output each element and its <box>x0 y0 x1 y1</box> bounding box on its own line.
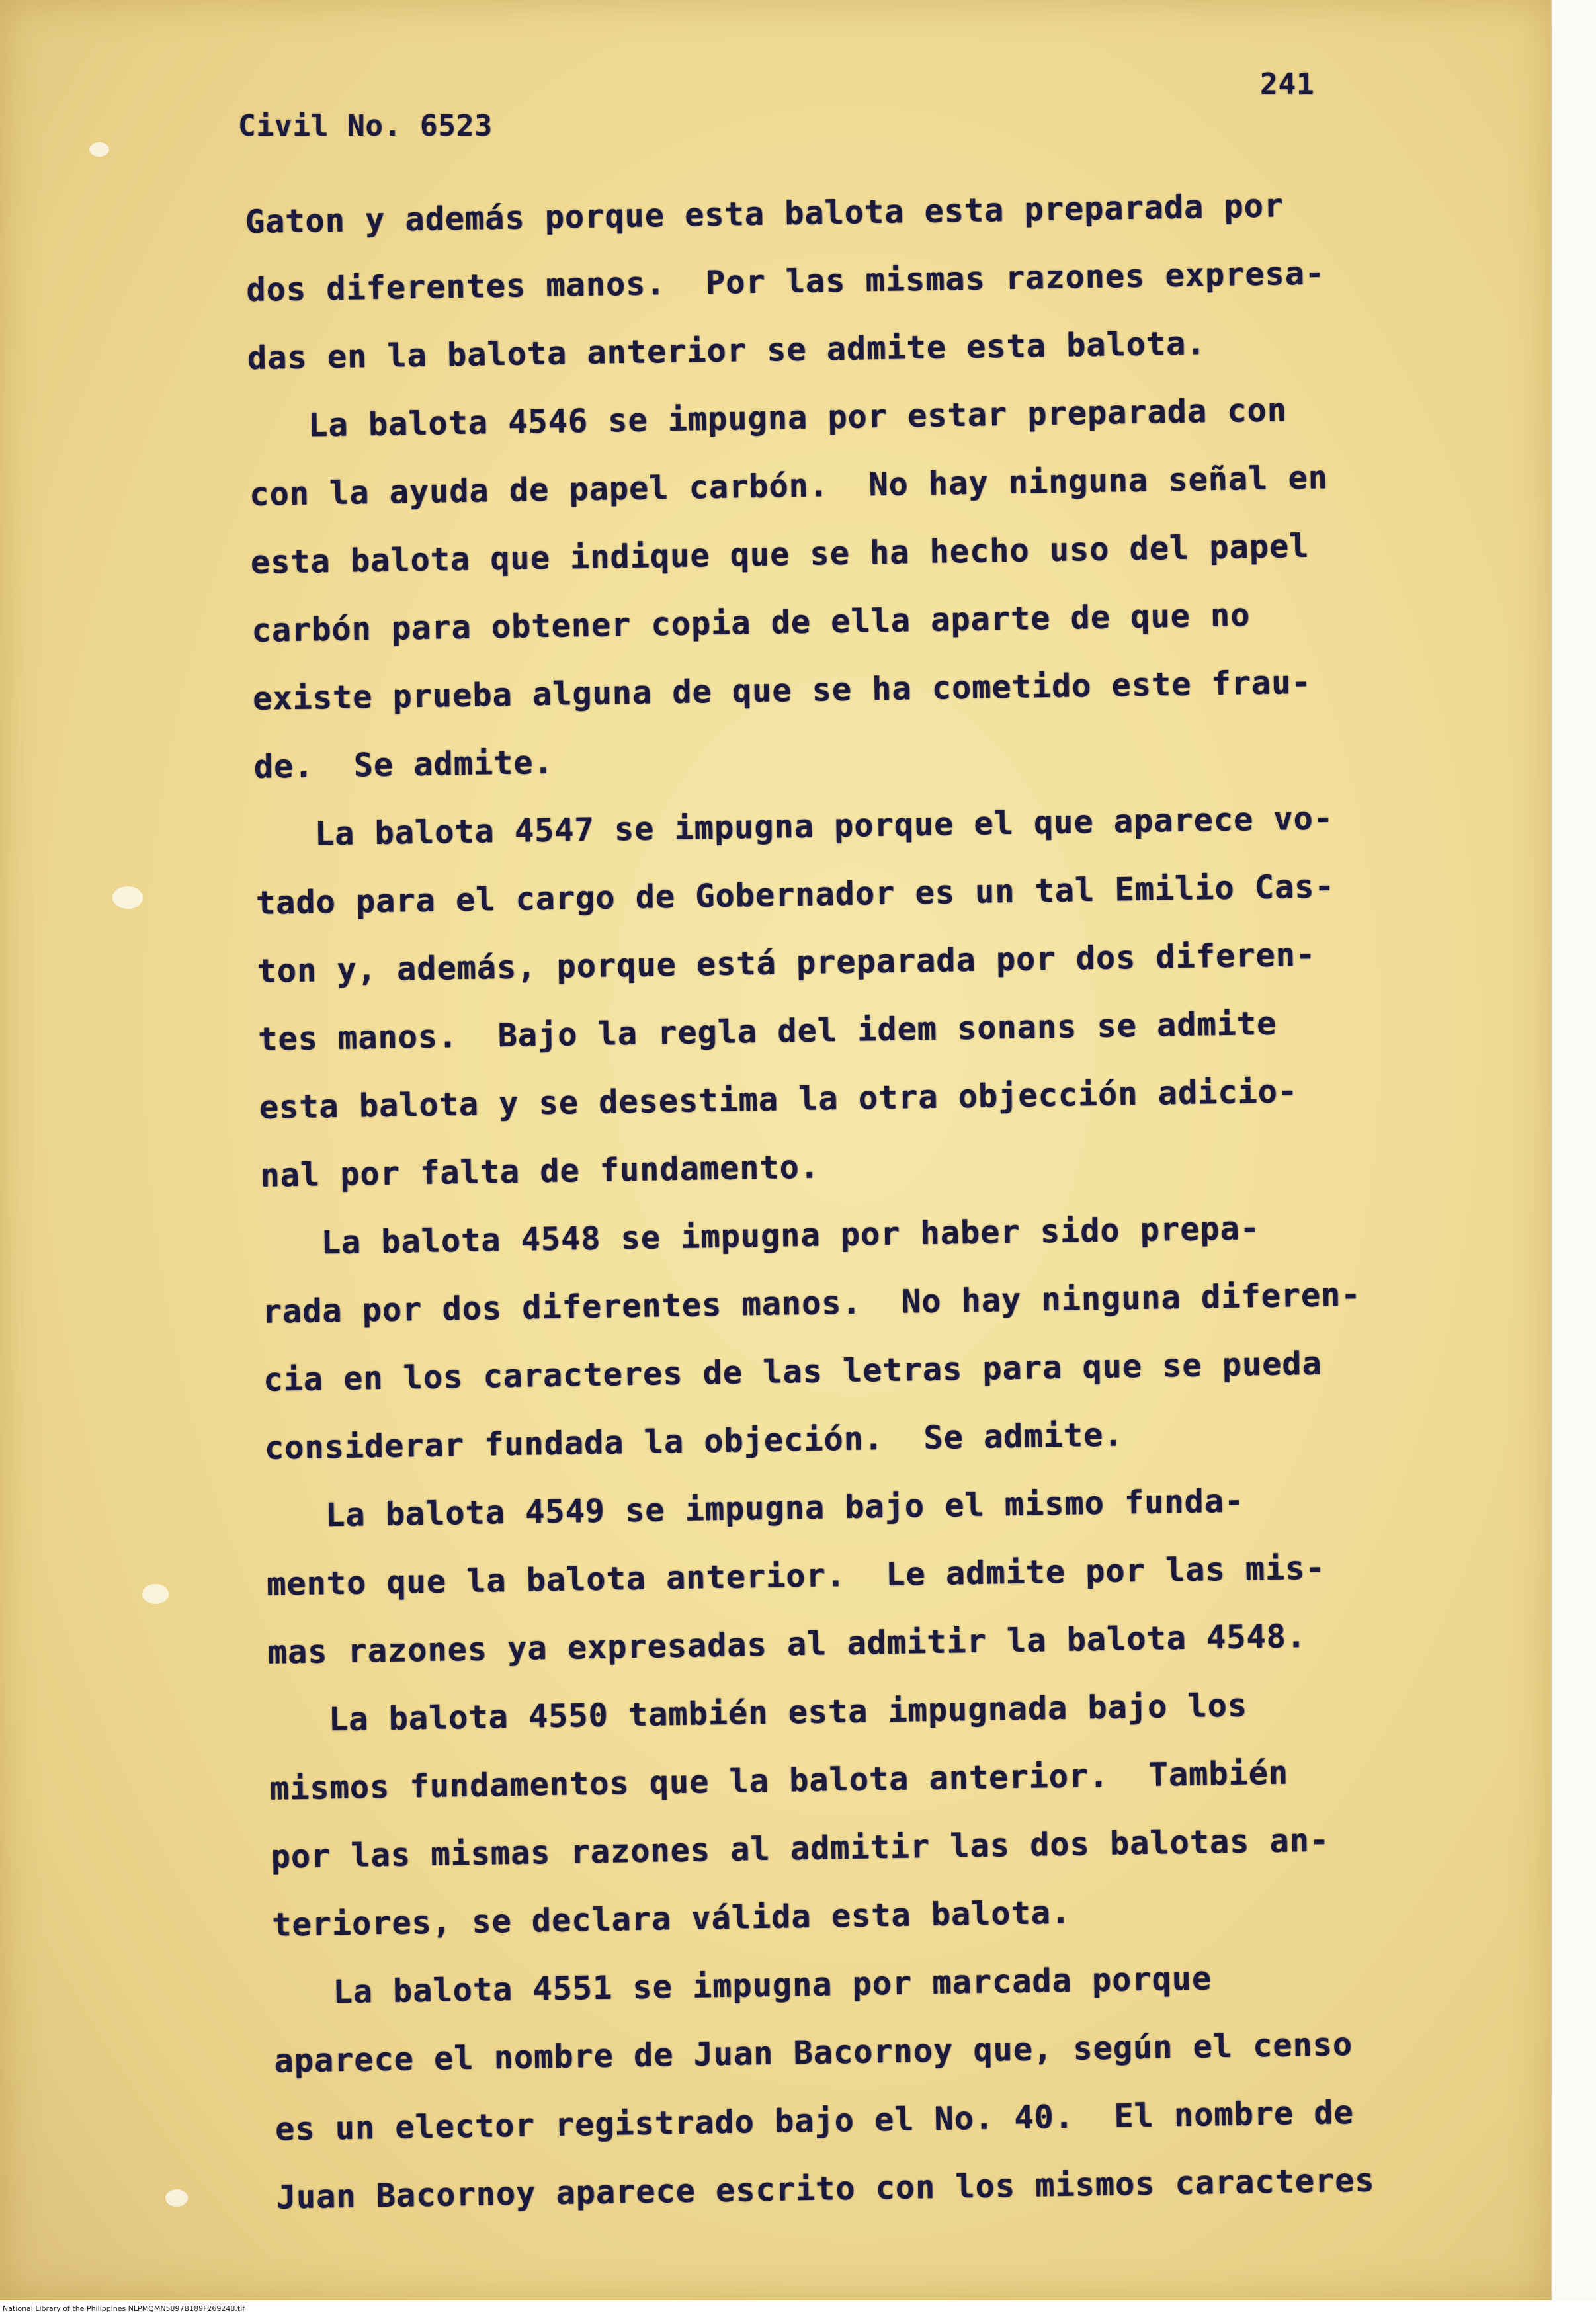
text-line: esta balota y se desestima la otra objección adicio- <box>259 1073 1298 1126</box>
case-number: Civil No. 6523 <box>238 109 493 143</box>
paper-speck <box>89 142 109 157</box>
text-line: das en la balota anterior se admite esta balota. <box>247 325 1206 377</box>
text-line: por las mismas razones al admitir las dos balotas an- <box>271 1822 1330 1876</box>
text-line: La balota 4551 se impugna por marcada porque <box>273 1960 1212 2012</box>
text-line: teriores, se declara válida esta balota. <box>271 1894 1071 1944</box>
text-line: cia en los caracteres de las letras para que se pueda <box>263 1345 1323 1399</box>
text-line: La balota 4547 se impugna porque el que aparece vo- <box>254 800 1334 854</box>
text-line: mismos fundamentos que la balota anterior. También <box>269 1754 1289 1808</box>
text-line: existe prueba alguna de que se ha cometido este frau- <box>252 663 1312 718</box>
text-line: La balota 4549 se impugna bajo el mismo funda- <box>265 1482 1245 1535</box>
archive-footer-label: National Library of the Philippines NLPMQMN5897B189F269248.tif <box>3 2304 245 2313</box>
text-line: es un elector registrado bajo el No. 40. El nombre de <box>274 2094 1355 2148</box>
paper-speck <box>165 2189 188 2207</box>
text-line: carbón para obtener copia de ella aparte de que no <box>251 597 1251 650</box>
paper-speck <box>112 886 143 909</box>
text-line: tes manos. Bajo la regla del idem sonans se admite <box>257 1005 1277 1058</box>
text-line: La balota 4546 se impugna por estar preparada con <box>248 392 1288 445</box>
text-line: Juan Bacornoy aparece escrito con los mismos caracteres <box>276 2162 1375 2216</box>
paper-speck <box>142 1584 169 1604</box>
scan-edge <box>1551 0 1596 2300</box>
text-line: con la ayuda de papel carbón. No hay ninguna señal en <box>249 459 1329 513</box>
text-line: La balota 4548 se impugna por haber sido prepa- <box>261 1210 1261 1263</box>
text-line: aparece el nombre de Juan Bacornoy que, según el censo <box>274 2026 1353 2080</box>
text-line: Gaton y además porque esta balota esta preparada por <box>245 187 1284 241</box>
text-line: mento que la balota anterior. Le admite por las mis- <box>266 1549 1325 1603</box>
text-line: dos diferentes manos. Por las mismas razones expresa- <box>245 255 1325 309</box>
page-number: 241 <box>1260 67 1315 101</box>
text-line: rada por dos diferentes manos. No hay ninguna diferen- <box>262 1276 1361 1331</box>
text-line: esta balota que indique que se ha hecho uso del papel <box>250 527 1310 581</box>
text-line: mas razones ya expresadas al admitir la balota 4548. <box>267 1618 1307 1671</box>
text-line: de. Se admite. <box>253 743 554 786</box>
text-line: ton y, además, porque está preparada por dos diferen- <box>257 936 1316 990</box>
text-line: tado para el cargo de Gobernador es un tal Emilio Cas- <box>255 868 1335 922</box>
text-line: considerar fundada la objeción. Se admite. <box>264 1416 1124 1467</box>
document-body <box>245 170 1441 2232</box>
text-line: La balota 4550 también esta impugnada bajo los <box>268 1687 1248 1740</box>
text-line: nal por falta de fundamento. <box>260 1148 820 1195</box>
